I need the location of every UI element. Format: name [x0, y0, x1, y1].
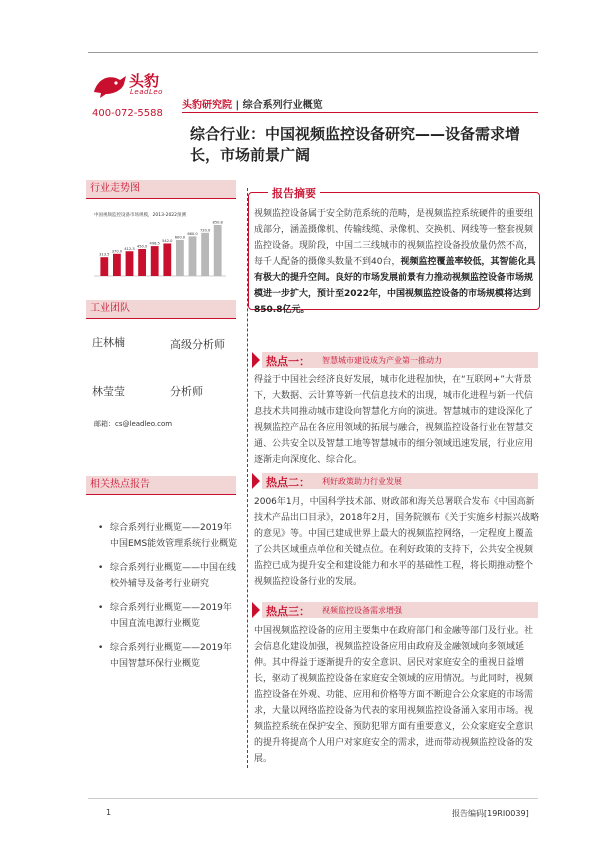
header-rule — [182, 112, 538, 113]
phone-number: 400-072-5588 — [92, 108, 163, 119]
chart-data-label: 542.0 — [162, 238, 173, 243]
related-report-item[interactable]: • 综合系列行业概览——2019年中国直流电源行业概览 — [98, 600, 238, 632]
abstract-text — [254, 206, 540, 318]
chart-data-label: 498.5 — [149, 241, 160, 246]
chart-data-label: 370.0 — [111, 249, 123, 254]
related-report-item[interactable]: • 综合系列行业概览——2019年中国智慧环保行业概览 — [98, 640, 238, 672]
section-related: 相关热点报告 — [86, 476, 236, 494]
chart-data-label: 412.3 — [124, 246, 135, 251]
arrow-icon — [252, 352, 260, 368]
chart-data-label: 450.0 — [136, 244, 148, 249]
hotspot-2-header — [252, 473, 538, 489]
abstract-text-bold: 视频监控覆盖率较低，其智能化具有极大的提升空间。良好的市场发展前景有力推动视频监控设备市场规模进一步扩大，预计至2022年，中国视频监控设备的市场规模将达到850.8亿元。 — [254, 257, 536, 315]
section-team-underline — [86, 318, 236, 319]
hotspot-1-header — [252, 352, 538, 368]
chart-bar — [176, 240, 184, 276]
chart-data-label: 600.0 — [174, 235, 186, 240]
related-report-list — [98, 520, 238, 680]
arrow-icon — [252, 602, 260, 618]
chart-data-label: 660.0 — [187, 231, 198, 236]
header-series — [182, 96, 323, 111]
chart-bar — [113, 254, 121, 276]
contact-email[interactable]: 邮箱：cs@leadleo.com — [94, 420, 173, 428]
chart-bar — [201, 233, 209, 276]
header-separator: | — [232, 100, 243, 111]
top-rule — [88, 52, 538, 53]
hotspot-1-text: 得益于中国社会经济良好发展，城市化进程加快，在“互联网+”大背景下，大数据、云计算等新一代信息技术的出现，城市化进程与新一代信息技术共同推动城市建设向智慧化方向的演进。智慧城市的建设深化了视频监控产品在各应用领域的拓展与融合，视频监控设备行业在智慧交通、公共安全以及智慧工地等智慧城市的细分领域迅速发展，行业应用逐渐走向深度化、综合化。 — [254, 375, 534, 465]
chart-data-label: 313.5 — [99, 252, 110, 257]
header-org: 头豹研究院 — [182, 100, 232, 111]
analyst-role-2: 分析师 — [170, 385, 203, 398]
section-team: 工业团队 — [86, 300, 236, 318]
mini-chart-title: 中国视频监控设备市场规模，2013-2022预测 — [94, 213, 187, 218]
hotspot-2-text: 2006年1月，中国科学技术部、财政部和海关总署联合发布《中国高新技术产品出口目录》，2018年2月，国务院颁布《关于实施乡村振兴战略的意见》等。中国已建成世界上最大的视频监控网络，一定程度上覆盖了公共区域重点单位和关键点位。在利好政策的支持下，公共安全视频监控已成为提升安全和建设能力和水平的基础性工程，将长期推动整个视频监控设备行业的发展。 — [254, 497, 540, 587]
bullet-icon: • — [98, 523, 104, 533]
chart-bar — [126, 251, 134, 276]
chart-bar — [138, 249, 146, 276]
abstract-text-normal: 视频监控设备属于安全防范系统的范畴，是视频监控系统硬件的重要组成部分，涵盖摄像机、传输线缆、录像机、交换机、网线等一整套视频监控设备。现阶段，中国二三线城市的视频监控设备投放量仍然不高，每千人配备的摄像头数量不到40台， — [254, 209, 534, 267]
abstract-label: 报告摘要 — [268, 185, 320, 201]
footer-rule — [88, 798, 538, 799]
chart-bar — [163, 243, 171, 276]
chart-data-label: 850.8 — [212, 220, 223, 225]
page-title: 综合行业：中国视频监控设备研究——设备需求增长，市场前景广阔 — [190, 125, 521, 164]
brand-name-en: LeadLeo — [130, 88, 163, 96]
chart-bar — [214, 225, 222, 276]
chart-bar — [189, 236, 197, 276]
chart-bar — [100, 257, 108, 276]
arrow-icon — [252, 473, 260, 489]
header-series-name: 综合系列行业概览 — [242, 100, 323, 111]
analyst-role-1: 高级分析师 — [170, 338, 225, 351]
hotspot-3-header — [252, 602, 538, 618]
chart-bar — [151, 246, 159, 276]
hotspot-3-title: 热点三： — [266, 605, 310, 618]
chart-data-label: 720.0 — [199, 228, 211, 233]
hotspot-1-title: 热点一： — [266, 355, 310, 368]
bullet-icon: • — [98, 563, 104, 573]
related-report-item[interactable]: • 综合系列行业概览——中国在线校外辅导及备考行业研究 — [98, 560, 238, 592]
trend-mini-chart — [90, 208, 230, 284]
hotspot-2-subtitle: 利好政策助力行业发展 — [322, 477, 402, 486]
analyst-name-1: 庄林楠 — [92, 336, 125, 349]
section-trend: 行业走势图 — [86, 180, 236, 198]
hotspot-3-text: 中国视频监控设备的应用主要集中在政府部门和金融等部门及行业。社会信息化建设加强，视频监控设备应用由政府及金融领域向多领域延伸。其中得益于逐渐提升的安全意识、居民对家庭安全的重视日益增长，驱动了视频监控设备在家庭安全领域的应用情况。与此同时，视频监控设备在外观、功能、应用和价格等方面不断迎合公众家庭的市场需求，大量以网络监控设备为代表的家用视频监控设备涌入家用市场。视频监控系统在保护安全、预防犯罪方面有重要意义，公众家庭安全意识的提升将提高个人用户对家庭安全的需求，进而带动视频监控设备的发展。 — [254, 626, 534, 764]
section-related-underline — [86, 494, 236, 495]
hotspot-3-subtitle: 视频监控设备需求增强 — [322, 606, 402, 615]
hotspot-1-subtitle: 智慧城市建设成为产业第一推动力 — [322, 356, 442, 365]
mini-chart-bars — [99, 220, 223, 276]
related-report-item[interactable]: • 综合系列行业概览——2019年中国EMS能效管理系统行业概览 — [98, 520, 238, 552]
section-trend-underline — [86, 198, 236, 199]
hotspot-2-title: 热点二： — [266, 476, 310, 489]
bullet-icon: • — [98, 603, 104, 613]
bullet-icon: • — [98, 643, 104, 653]
report-code: 报告编码[19RI0039] — [452, 809, 529, 818]
page-number: 1 — [106, 808, 112, 817]
analyst-name-2: 林莹莹 — [92, 385, 125, 398]
brand-name: 头豹 — [129, 72, 160, 90]
